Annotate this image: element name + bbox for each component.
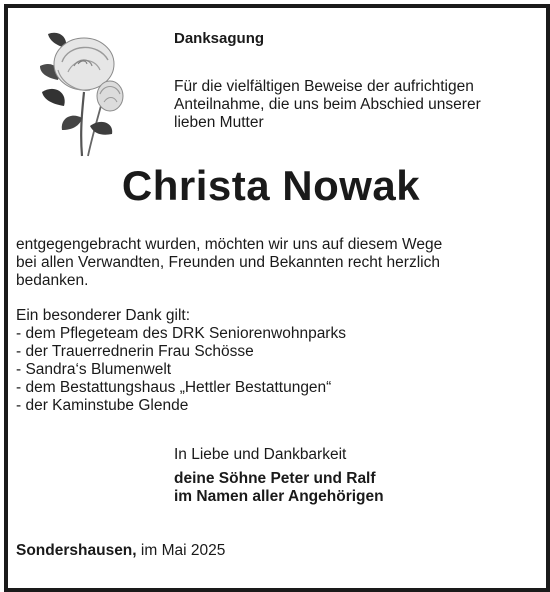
- notice-heading: Danksagung: [174, 30, 265, 47]
- body-line: entgegengebracht wurden, möchten wir uns auf diesem Wege: [16, 236, 443, 253]
- intro-text: [174, 78, 534, 132]
- thanks-item: - dem Pflegeteam des DRK Seniorenwohnparks: [16, 325, 346, 342]
- body-line: bedanken.: [16, 272, 89, 289]
- deceased-name: Christa Nowak: [121, 162, 421, 209]
- thanks-intro: Ein besonderer Dank gilt:: [16, 307, 191, 324]
- body-text: [16, 236, 536, 290]
- place-name: Sondershausen,: [16, 542, 137, 559]
- thanks-item: - der Trauerrednerin Frau Schösse: [16, 343, 254, 360]
- closing-line: In Liebe und Dankbarkeit: [174, 446, 347, 463]
- family-line: im Namen aller Angehörigen: [174, 488, 384, 505]
- family-signature: [174, 470, 384, 506]
- family-line: deine Söhne Peter und Ralf: [174, 470, 376, 487]
- thanks-item: - dem Bestattungshaus „Hettler Bestattungen“: [16, 379, 332, 396]
- body-line: bei allen Verwandten, Freunden und Bekannten recht herzlich: [16, 254, 440, 271]
- date-text: im Mai 2025: [140, 542, 226, 559]
- thanks-item: - der Kaminstube Glende: [16, 397, 189, 414]
- rose-icon: [28, 22, 138, 158]
- intro-line: lieben Mutter: [174, 114, 264, 131]
- special-thanks: [16, 307, 536, 415]
- thanks-item: - Sandra‘s Blumenwelt: [16, 361, 172, 378]
- intro-line: Anteilnahme, die uns beim Abschied unserer: [174, 96, 481, 113]
- intro-line: Für die vielfältigen Beweise der aufrichtigen: [174, 78, 474, 95]
- place-date: [16, 542, 225, 560]
